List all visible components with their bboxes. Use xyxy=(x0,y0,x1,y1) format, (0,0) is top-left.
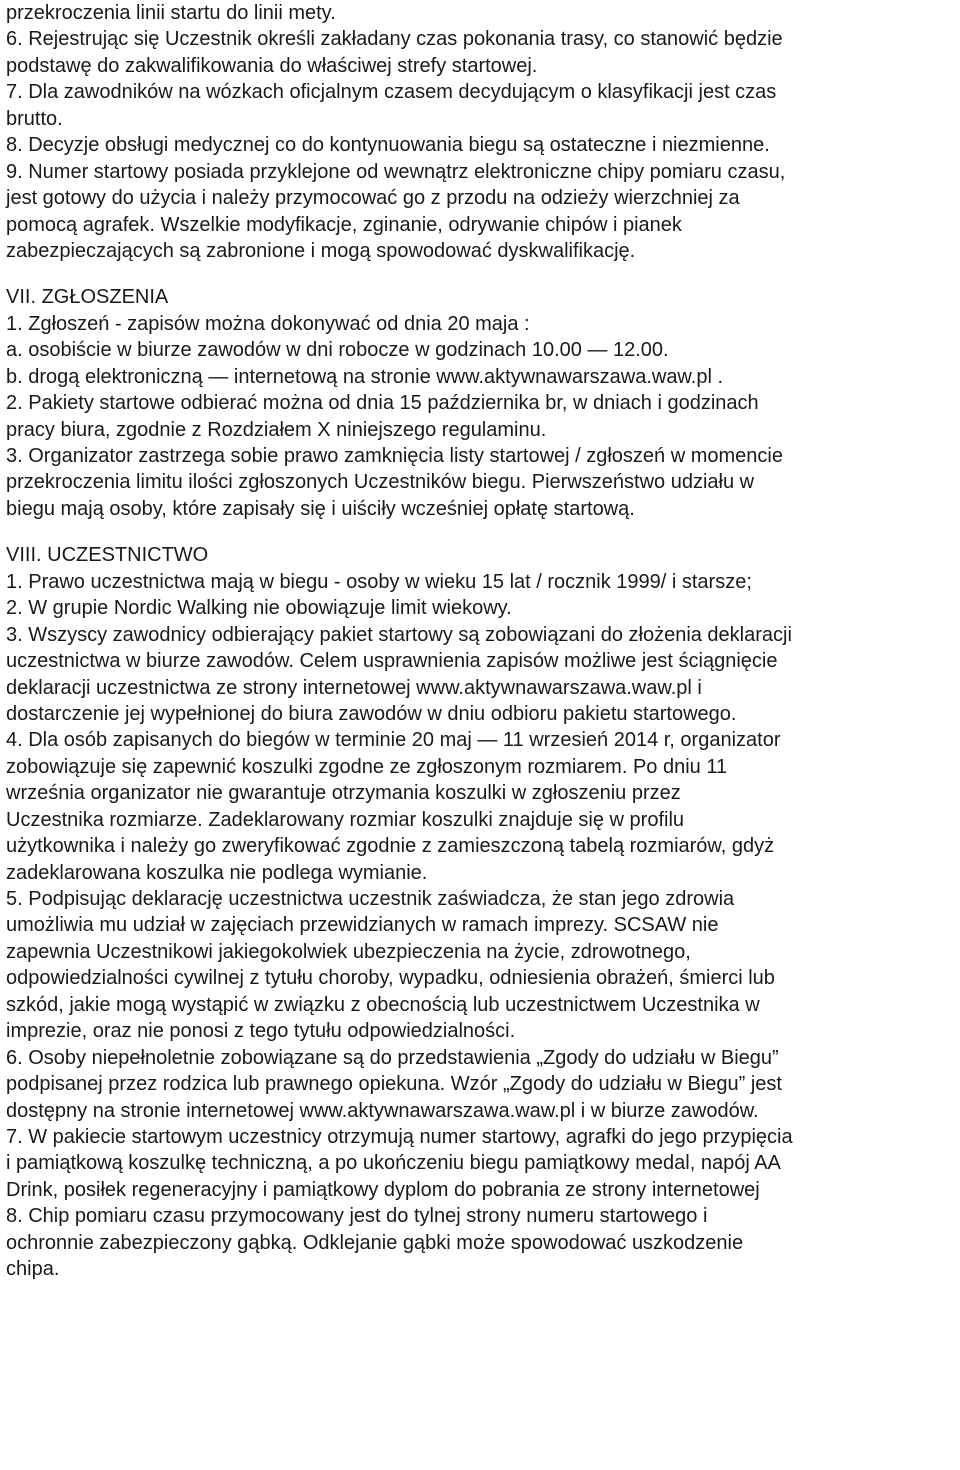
section-vi-continuation xyxy=(6,0,954,264)
text-line: 1. Zgłoszeń - zapisów można dokonywać od dnia 20 maja : xyxy=(6,312,530,335)
text-line: pracy biura, zgodnie z Rozdziałem X niniejszego regulaminu. xyxy=(6,418,547,441)
text-line: 3. Organizator zastrzega sobie prawo zamknięcia listy startowej / zgłoszeń w momencie xyxy=(6,445,783,467)
text-line: września organizator nie gwarantuje otrzymania koszulki w zgłoszeniu przez xyxy=(6,782,681,805)
text-line: użytkownika i należy go zweryfikować zgodnie z zamieszczoną tabelą rozmiarów, gdyż xyxy=(6,835,775,858)
text-line: 2. W grupie Nordic Walking nie obowiązuje limit wiekowy. xyxy=(6,597,512,620)
text-line: przekroczenia linii startu do linii mety. xyxy=(6,2,336,24)
text-line: zobowiązuje się zapewnić koszulki zgodne ze zgłoszonym rozmiarem. Po dniu 11 xyxy=(6,755,728,778)
text-line: 5. Podpisując deklarację uczestnictwa uczestnik zaświadcza, że stan jego zdrowia xyxy=(6,888,735,910)
text-line: 8. Chip pomiaru czasu przymocowany jest do tylnej strony numeru startowego i xyxy=(6,1205,708,1228)
text-line: 6. Osoby niepełnoletnie zobowiązane są do przedstawienia „Zgody do udziału w Biegu” xyxy=(6,1046,779,1069)
text-line: zabezpieczających są zabronione i mogą spowodować dyskwalifikację. xyxy=(6,239,636,262)
text-line: biegu mają osoby, które zapisały się i uiściły wcześniej opłatę startową. xyxy=(6,497,635,520)
text-line: a. osobiście w biurze zawodów w dni robocze w godzinach 10.00 — 12.00. xyxy=(6,339,669,362)
text-line: podstawę do zakwalifikowania do właściwej strefy startowej. xyxy=(6,54,538,77)
text-line: odpowiedzialności cywilnej z tytułu choroby, wypadku, odniesienia obrażeń, śmierci lub xyxy=(6,967,775,990)
section-spacer xyxy=(6,522,954,542)
text-line: 1. Prawo uczestnictwa mają w biegu - osoby w wieku 15 lat / rocznik 1999/ i starsze; xyxy=(6,570,752,593)
text-line: podpisanej przez rodzica lub prawnego opiekuna. Wzór „Zgody do udziału w Biegu” jest xyxy=(6,1073,782,1096)
text-line: Drink, posiłek regeneracyjny i pamiątkowy dyplom do pobrania ze strony internetowej xyxy=(6,1178,760,1201)
text-line: b. drogą elektroniczną — internetową na stronie www.aktywnawarszawa.waw.pl . xyxy=(6,365,724,388)
text-line: dostępny na stronie internetowej www.aktywnawarszawa.waw.pl i w biurze zawodów. xyxy=(6,1099,759,1122)
text-line: przekroczenia limitu ilości zgłoszonych Uczestników biegu. Pierwszeństwo udziału w xyxy=(6,471,755,494)
text-line: jest gotowy do użycia i należy przymocować go z przodu na odzieży wierzchniej za xyxy=(6,187,740,210)
text-line: zadeklarowana koszulka nie podlega wymianie. xyxy=(6,861,428,884)
text-line: umożliwia mu udział w zajęciach przewidzianych w ramach imprezy. SCSAW nie xyxy=(6,914,719,937)
text-line: 7. W pakiecie startowym uczestnicy otrzymują numer startowy, agrafki do jego przypięcia xyxy=(6,1125,793,1148)
text-line: 8. Decyzje obsługi medycznej co do kontynuowania biegu są ostateczne i niezmienne. xyxy=(6,134,770,157)
text-line: dostarczenie jej wypełnionej do biura zawodów w dniu odbioru pakietu startowego. xyxy=(6,702,737,725)
section-heading: VII. ZGŁOSZENIA xyxy=(6,286,169,309)
text-line: szkód, jakie mogą wystąpić w związku z obecnością lub uczestnictwem Uczestnika w xyxy=(6,993,760,1016)
section-vii xyxy=(6,284,954,522)
text-line: imprezie, oraz nie ponosi z tego tytułu odpowiedzialności. xyxy=(6,1020,516,1043)
section-viii xyxy=(6,542,954,1282)
text-line: brutto. xyxy=(6,107,63,130)
text-line: ochronnie zabezpieczony gąbką. Odklejanie gąbki może spowodować uszkodzenie xyxy=(6,1231,744,1254)
text-line: uczestnictwa w biurze zawodów. Celem usprawnienia zapisów możliwe jest ściągnięcie xyxy=(6,650,778,673)
text-line: i pamiątkową koszulkę techniczną, a po ukończeniu biegu pamiątkowy medal, napój AA xyxy=(6,1152,781,1175)
text-line: 2. Pakiety startowe odbierać można od dnia 15 października br, w dniach i godzinach xyxy=(6,392,759,415)
section-heading: VIII. UCZESTNICTWO xyxy=(6,544,209,567)
text-line: pomocą agrafek. Wszelkie modyfikacje, zginanie, odrywanie chipów i pianek xyxy=(6,213,682,236)
section-spacer xyxy=(6,264,954,284)
text-line: chipa. xyxy=(6,1258,60,1281)
text-line: 4. Dla osób zapisanych do biegów w terminie 20 maj — 11 wrzesień 2014 r, organizator xyxy=(6,729,781,752)
text-line: 7. Dla zawodników na wózkach oficjalnym czasem decydującym o klasyfikacji jest czas xyxy=(6,81,777,104)
text-line: zapewnia Uczestnikowi jakiegokolwiek ubezpieczenia na życie, zdrowotnego, xyxy=(6,940,691,963)
text-line: 9. Numer startowy posiada przyklejone od wewnątrz elektroniczne chipy pomiaru czasu, xyxy=(6,160,786,183)
text-line: deklaracji uczestnictwa ze strony internetowej www.aktywnawarszawa.waw.pl i xyxy=(6,676,702,699)
text-line: 3. Wszyscy zawodnicy odbierający pakiet startowy są zobowiązani do złożenia deklaracji xyxy=(6,623,792,646)
text-line: Uczestnika rozmiarze. Zadeklarowany rozmiar koszulki znajduje się w profilu xyxy=(6,808,685,831)
text-line: 6. Rejestrując się Uczestnik określi zakładany czas pokonania trasy, co stanowić będzie xyxy=(6,28,783,51)
